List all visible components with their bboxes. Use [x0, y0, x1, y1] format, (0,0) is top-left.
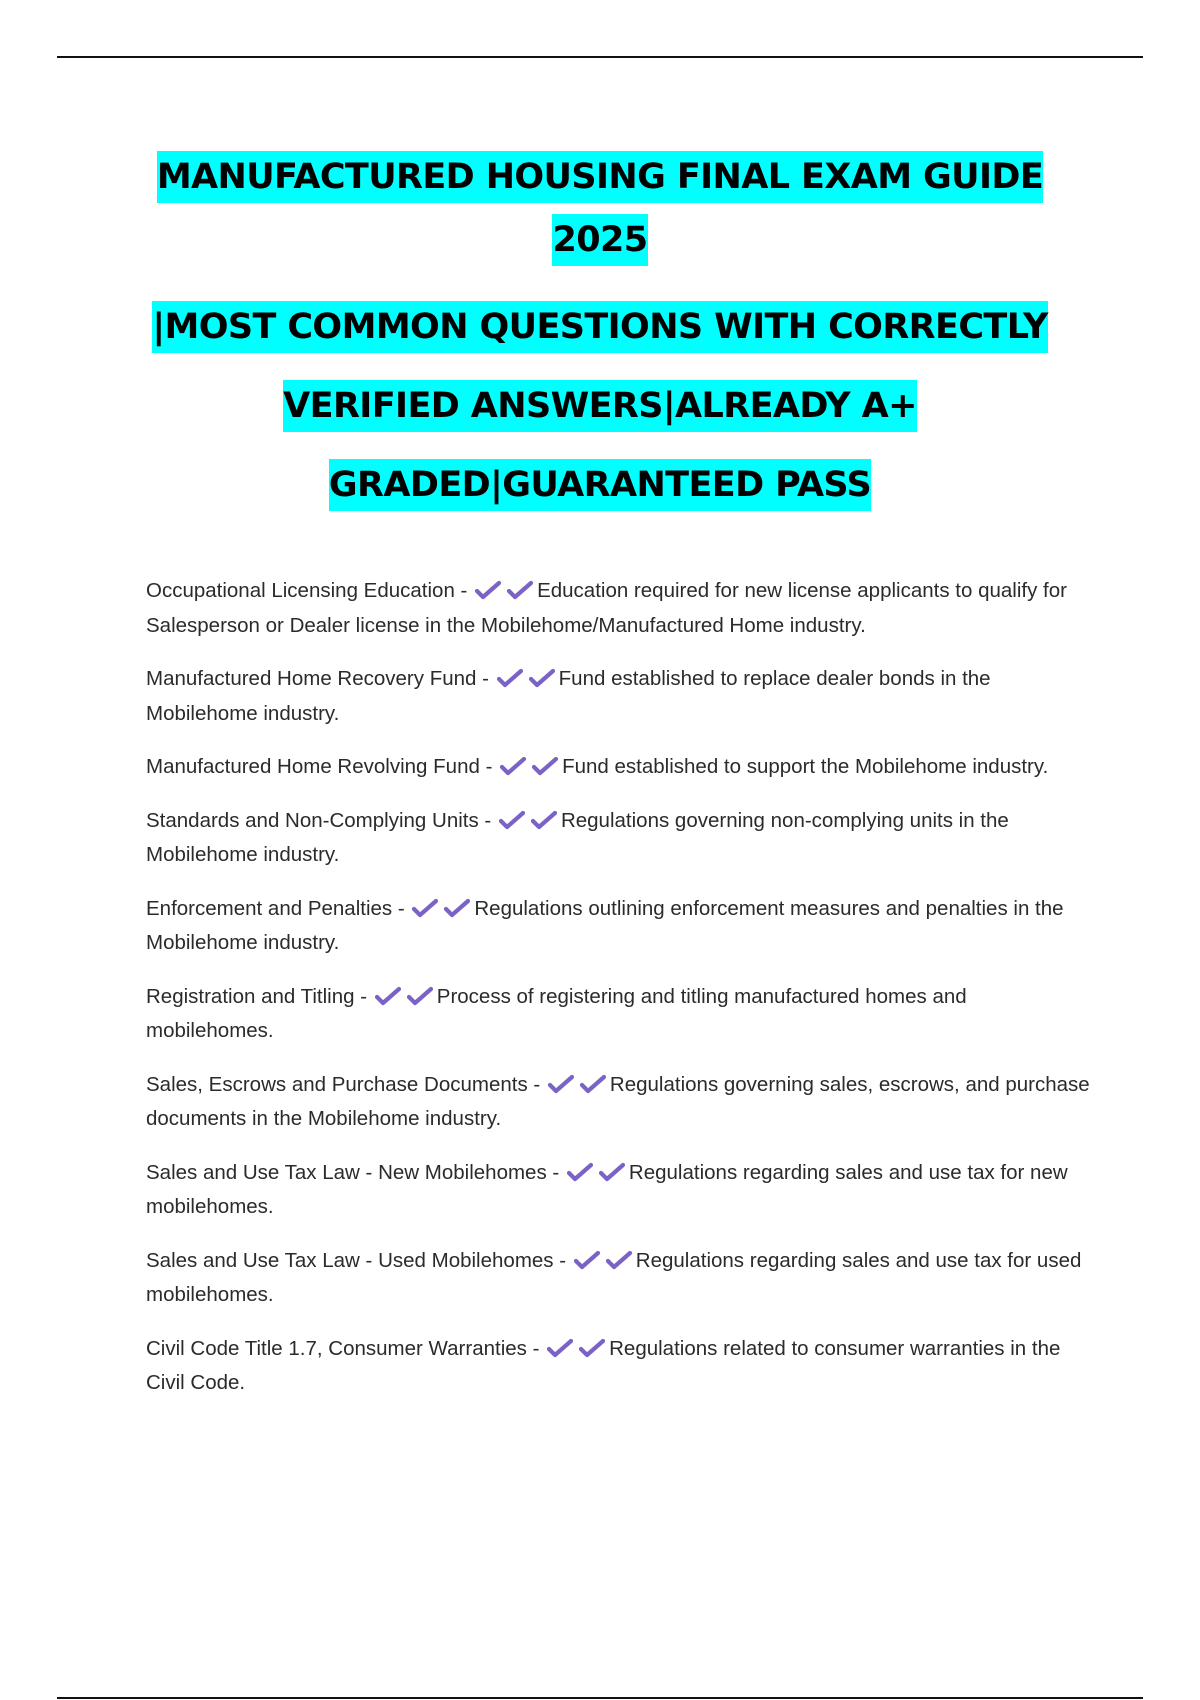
entry-separator: -	[546, 1160, 565, 1184]
qa-entry	[146, 980, 1092, 1049]
qa-list	[146, 574, 1092, 1420]
entry-term: Civil Code Title 1.7, Consumer Warranties	[146, 1336, 527, 1360]
qa-entry	[146, 892, 1092, 961]
title-line-text: |MOST COMMON QUESTIONS WITH CORRECTLY	[152, 301, 1047, 353]
entry-term: Occupational Licensing Education	[146, 579, 455, 602]
checkmark-icon	[506, 580, 536, 600]
entry-definition: Process of registering and titling manufactured homes and mobilehomes.	[146, 984, 967, 1042]
title-line	[100, 146, 1100, 209]
title-line-text: GRADED|GUARANTEED PASS	[329, 459, 871, 511]
checkmark-icon	[499, 756, 529, 776]
entry-separator: -	[454, 579, 474, 602]
entry-separator: -	[527, 1072, 546, 1096]
entry-definition: Regulations outlining enforcement measures and penalties in the Mobilehome industry.	[146, 896, 1064, 954]
qa-entry	[146, 1244, 1092, 1313]
entry-definition: Fund established to support the Mobilehome industry.	[562, 755, 1049, 778]
entry-term: Manufactured Home Revolving Fund	[146, 755, 480, 778]
entry-definition: Regulations governing non-complying units in the Mobilehome industry.	[146, 808, 1009, 866]
title-line-text: MANUFACTURED HOUSING FINAL EXAM GUIDE	[157, 151, 1043, 203]
checkmark-icon	[579, 1074, 609, 1094]
checkmark-icon	[573, 1250, 603, 1270]
checkmark-icon	[498, 810, 528, 830]
checkmark-icon	[474, 580, 504, 600]
top-rule	[57, 56, 1143, 58]
entry-term: Manufactured Home Recovery Fund	[146, 667, 477, 690]
entry-definition: Fund established to replace dealer bonds in the Mobilehome industry.	[146, 667, 991, 725]
checkmark-icon	[598, 1162, 628, 1182]
checkmark-icon	[411, 898, 441, 918]
entry-definition: Regulations governing sales, escrows, and purchase documents in the Mobilehome industry.	[146, 1072, 1090, 1130]
entry-separator: -	[476, 667, 495, 690]
title-line	[100, 367, 1100, 446]
document-title	[100, 146, 1100, 525]
entry-separator: -	[526, 1336, 546, 1360]
entry-term: Sales and Use Tax Law - Used Mobilehomes	[146, 1248, 554, 1272]
checkmark-icon	[546, 1338, 576, 1358]
checkmark-icon	[406, 986, 436, 1006]
qa-entry	[146, 662, 1092, 731]
qa-entry	[146, 574, 1092, 643]
qa-entry	[146, 1068, 1092, 1137]
checkmark-icon	[496, 668, 526, 688]
bottom-rule	[57, 1697, 1143, 1699]
entry-definition: Education required for new license applicants to qualify for Salesperson or Dealer license in the Mobilehome/Manufactured Home industry.	[146, 579, 1067, 637]
checkmark-icon	[443, 898, 473, 918]
checkmark-icon	[578, 1338, 608, 1358]
entry-separator: -	[553, 1248, 572, 1272]
qa-entry	[146, 1332, 1092, 1401]
title-line	[100, 209, 1100, 272]
entry-term: Sales and Use Tax Law - New Mobilehomes	[146, 1160, 547, 1184]
entry-separator: -	[478, 808, 497, 832]
entry-term: Sales, Escrows and Purchase Documents	[146, 1072, 528, 1096]
entry-separator: -	[479, 755, 499, 778]
entry-term: Enforcement and Penalties	[146, 896, 393, 920]
qa-entry	[146, 804, 1092, 873]
entry-definition: Regulations regarding sales and use tax for used mobilehomes.	[146, 1248, 1082, 1306]
checkmark-icon	[374, 986, 404, 1006]
entry-separator: -	[354, 984, 373, 1008]
entry-term: Registration and Titling	[146, 984, 355, 1008]
qa-entry	[146, 1156, 1092, 1225]
title-line-text: VERIFIED ANSWERS|ALREADY A+	[283, 380, 917, 432]
checkmark-icon	[547, 1074, 577, 1094]
checkmark-icon	[530, 810, 560, 830]
checkmark-icon	[528, 668, 558, 688]
entry-separator: -	[392, 896, 411, 920]
qa-entry	[146, 750, 1092, 785]
checkmark-icon	[566, 1162, 596, 1182]
checkmark-icon	[531, 756, 561, 776]
title-line-text: 2025	[552, 214, 647, 266]
checkmark-icon	[605, 1250, 635, 1270]
entry-definition: Regulations related to consumer warranties in the Civil Code.	[146, 1336, 1061, 1394]
entry-definition: Regulations regarding sales and use tax for new mobilehomes.	[146, 1160, 1068, 1218]
title-line	[100, 288, 1100, 367]
title-line	[100, 446, 1100, 525]
entry-term: Standards and Non-Complying Units	[146, 808, 479, 832]
